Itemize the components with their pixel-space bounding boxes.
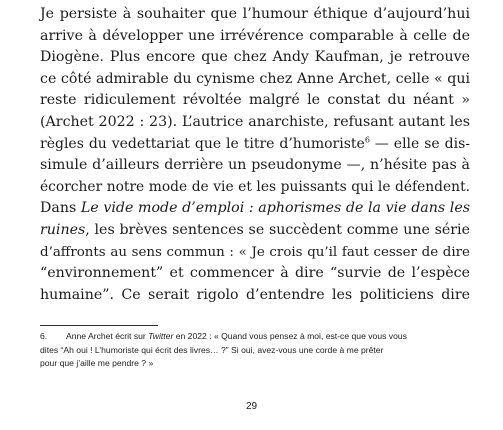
book-title: ruines — [40, 221, 86, 238]
text-line: (Archet 2022 : 23). L’autrice anarchiste, refusant autant les — [40, 113, 470, 130]
footnote-divider — [40, 325, 158, 326]
text-line: Diogène. Plus encore que chez Andy Kaufman, je retrouve — [40, 49, 470, 66]
text-line: d’affronts au sens commun : « Je crois qu’il faut cesser de dire — [40, 244, 470, 260]
text-line: écorcher notre mode de vie et les puissants qui le défendent. — [40, 178, 470, 195]
footnote-line: dites “Ah oui ! L’humoriste qui écrit des livres… ?” Si oui, avez-vous une corde à me prêter — [40, 344, 384, 355]
text-line: règles du vedettariat que le titre d’humoriste$^6$ — elle se dis- — [40, 134, 470, 152]
footnote-reference: 6 — [364, 134, 370, 144]
text-line: ruines, les brèves sentences se succèdent comme une série — [40, 221, 470, 238]
text-line: simule d’ailleurs derrière un pseudonyme —, n’hésite pas à — [40, 157, 470, 174]
footnote-line: 6. Anne Archet écrit sur Twitter en 2022 : « Quand vous pensez à moi, est-ce que vous vous — [40, 330, 480, 344]
text-line: humaine”. Ce serait rigolo d’entendre les politiciens dire — [40, 286, 470, 303]
text-line: arrive à développer une irrévérence comparable à celle de — [40, 27, 470, 44]
body-paragraph — [40, 4, 470, 306]
text-line: Dans Le vide mode d’emploi : aphorismes de la vie dans les — [40, 200, 470, 217]
footnote — [40, 330, 480, 371]
footnote-line: pour que j’aille me pendre ? » — [40, 358, 154, 369]
text-line: ce côté admirable du cynisme chez Anne Archet, celle « qui — [40, 70, 470, 87]
text-line: Je persiste à souhaiter que l’humour éthique d’aujourd’hui — [40, 6, 470, 22]
page-number: 29 — [245, 401, 258, 412]
footnote-number: 6. — [40, 331, 48, 341]
book-title: Le vide mode d’emploi : aphorismes de la vie dans les — [80, 200, 470, 217]
text-line: “environnement” et commencer à dire “survie de l’espèce — [40, 265, 470, 282]
text-line: reste ridiculement révoltée malgré le constat du néant » — [40, 92, 470, 109]
